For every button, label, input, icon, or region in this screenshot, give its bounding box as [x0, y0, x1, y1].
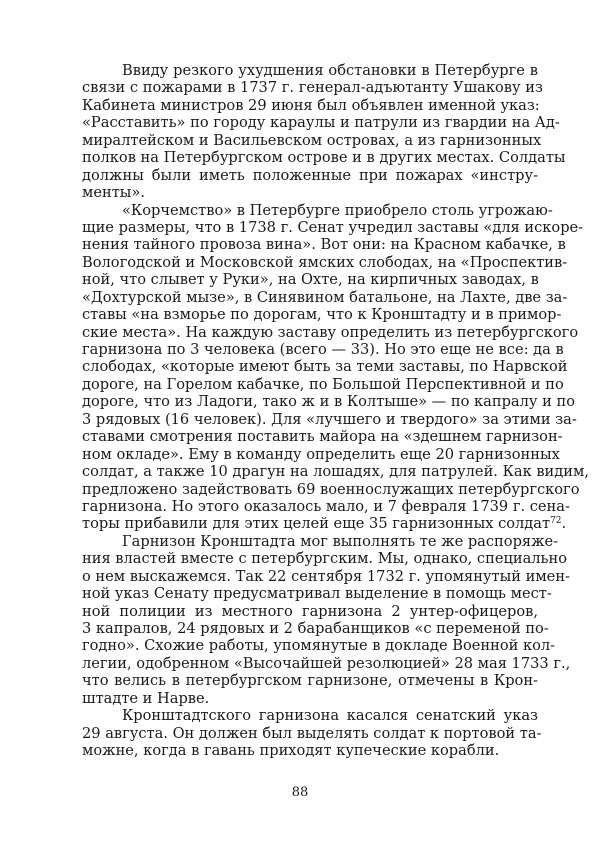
text-line: миралтейском и Васильевском островах, а из гарнизонных: [82, 131, 542, 149]
text-line: дороге, на Горелом кабачке, по Большой Перспективной и по: [82, 375, 564, 393]
text-line: солдат, а также 10 драгун на лошадях, для патрулей. Как видим,: [82, 463, 589, 481]
text-line: 3 рядовых (16 человек). Для «лучшего и твердого» за этими за-: [82, 410, 577, 428]
text-line: что велись в петербургском гарнизоне, отмечены в Крон-: [82, 672, 538, 690]
text-line: ставами смотрения поставить майора на «здешнем гарнизон-: [82, 428, 563, 446]
text-line-with-footnote: [82, 515, 567, 533]
text-line: менты».: [82, 184, 145, 202]
text-line: можне, когда в гавань приходят купеческие корабли.: [82, 742, 500, 760]
text-line: 29 августа. Он должен был выделять солдат к портовой та-: [82, 724, 542, 742]
text-line: ном окладе». Ему в команду определить еще 20 гарнизонных: [82, 445, 560, 463]
text-line: штадте и Нарве.: [82, 689, 210, 707]
text-line: ские места». На каждую заставу определить из петербургского: [82, 323, 579, 341]
document-page: [82, 62, 589, 760]
text-line: Кронштадтского гарнизона касался сенатский указ: [122, 707, 538, 725]
text-line: должны были иметь положенные при пожарах «инстру-: [82, 166, 538, 184]
text-line: легии, одобренном «Высочайшей резолюцией» 28 мая 1733 г.,: [82, 654, 571, 672]
text-line: связи с пожарами в 1737 г. генерал-адъютанту Ушакову из: [82, 79, 543, 97]
text-line: гарнизона по 3 человека (всего — 33). Но это еще не все: да в: [82, 341, 564, 358]
text-line: полков на Петербургском острове и в других местах. Солдаты: [82, 149, 566, 167]
text-line: дороге, что из Ладоги, тако ж и в Колтыше» — по капралу и по: [82, 393, 576, 411]
text-line: «Дохтурской мызе», в Синявином батальоне, на Лахте, две за-: [82, 288, 568, 306]
text-line: нения тайного провоза вина». Вот они: на Красном кабачке, в: [82, 236, 566, 254]
period: .: [561, 515, 567, 533]
paragraph-4: [82, 707, 542, 760]
text-line: Вологодской и Московской ямских слободах, на «Проспектив-: [82, 253, 568, 271]
paragraph-3: [82, 532, 571, 707]
text-line-content: торы прибавили для этих целей еще 35 гарнизонных солдат: [82, 515, 551, 533]
footnote-reference[interactable]: 72: [550, 516, 562, 527]
text-line: Гарнизон Кронштадта мог выполнять те же распоряже-: [122, 532, 559, 550]
text-line: предложено задействовать 69 военнослужащих петербургского: [82, 480, 580, 498]
text-line: годно». Схожие работы, упомянутые в докладе Военной кол-: [82, 637, 556, 655]
text-line: «Корчемство» в Петербурге приобрело столь угрожаю-: [122, 201, 553, 219]
text-line: о нем выскажемся. Так 22 сентября 1732 г. упомянутый имен-: [82, 567, 570, 585]
paragraph-2: [82, 201, 589, 533]
text-line: 3 капралов, 24 рядовых и 2 барабанщиков «с переменой по-: [82, 620, 549, 637]
text-line: Ввиду резкого ухудшения обстановки в Петербурге в: [122, 62, 538, 79]
text-line: гарнизона. Но этого оказалось мало, и 7 февраля 1739 г. сена-: [82, 497, 570, 515]
text-line: ния властей вместе с петербургским. Мы, однако, специально: [82, 550, 567, 568]
page-number: 88: [291, 785, 309, 800]
text-line: слободах, «которые имеют быть за теми заставы, по Нарвской: [82, 358, 568, 376]
text-line: ной, что слывет у Руки», на Охте, на кирпичных заводах, в: [82, 271, 539, 289]
text-line: щие размеры, что в 1738 г. Сенат учредил заставы «для искоре-: [82, 218, 584, 236]
text-line: ставы «на взморье по дорогам, что к Кронштадту и в примор-: [82, 306, 562, 324]
text-line: Кабинета министров 29 июня был объявлен именной указ:: [82, 96, 540, 114]
text-line: «Расставить» по городу караулы и патрули из гвардии на Ад-: [82, 114, 560, 132]
text-line: ной полиции из местного гарнизона 2 унтер-офицеров,: [82, 602, 538, 620]
text-line: ной указ Сенату предусматривал выделение в помощь мест-: [82, 585, 552, 603]
paragraph-1: [82, 62, 566, 202]
